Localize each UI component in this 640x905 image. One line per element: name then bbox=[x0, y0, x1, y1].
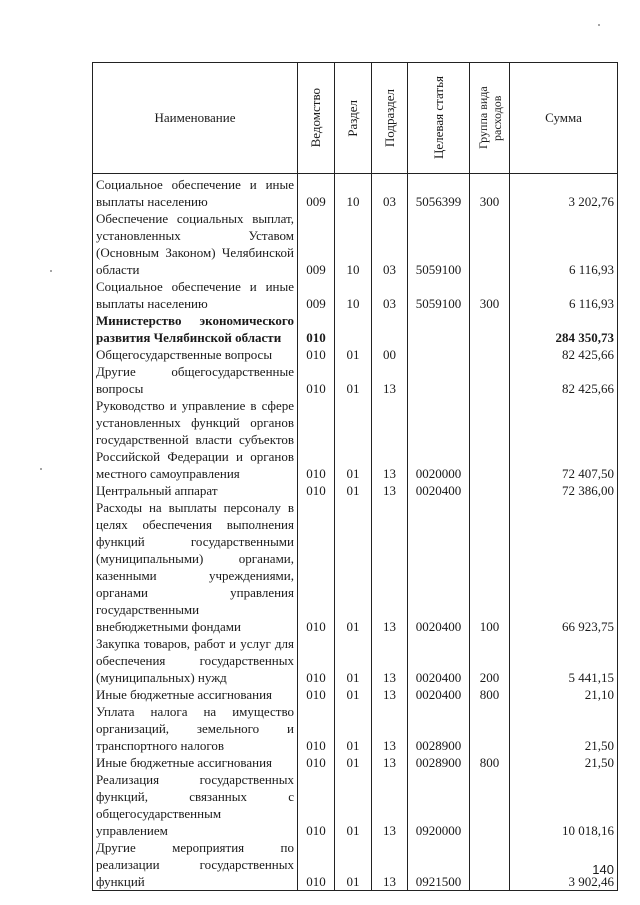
cell-expense-group bbox=[470, 482, 510, 499]
cell-name: Другие мероприятия по реализации государственных функций bbox=[93, 839, 298, 891]
cell-name: Уплата налога на имущество организаций, земельного и транспортного налогов bbox=[93, 703, 298, 754]
table-row bbox=[93, 754, 618, 771]
cell-target-article: 5056399 bbox=[408, 174, 470, 211]
cell-subsection: 13 bbox=[372, 703, 408, 754]
cell-expense-group bbox=[470, 703, 510, 754]
cell-section: 01 bbox=[335, 686, 372, 703]
cell-subsection: 13 bbox=[372, 771, 408, 839]
table-row bbox=[93, 312, 618, 346]
cell-section: 10 bbox=[335, 174, 372, 211]
cell-target-article: 5059100 bbox=[408, 278, 470, 312]
cell-name: Обеспечение социальных выплат, установленных Уставом (Основным Законом) Челябинской области bbox=[93, 210, 298, 278]
table-row bbox=[93, 397, 618, 482]
cell-amount: 82 425,66 bbox=[510, 346, 618, 363]
header-subsection bbox=[372, 63, 408, 174]
cell-name: Иные бюджетные ассигнования bbox=[93, 686, 298, 703]
cell-section: 01 bbox=[335, 839, 372, 891]
cell-expense-group bbox=[470, 839, 510, 891]
cell-target-article bbox=[408, 312, 470, 346]
table-row bbox=[93, 363, 618, 397]
cell-expense-group: 100 bbox=[470, 499, 510, 635]
cell-name: Иные бюджетные ассигнования bbox=[93, 754, 298, 771]
cell-name: Руководство и управление в сфере установленных функций органов государственной власти субъектов Российской Федерации и органов местного самоуправления bbox=[93, 397, 298, 482]
header-expense-group-label: Группа вида расходов bbox=[475, 86, 504, 150]
cell-section: 01 bbox=[335, 499, 372, 635]
cell-subsection: 03 bbox=[372, 278, 408, 312]
table-row bbox=[93, 703, 618, 754]
scan-speck bbox=[598, 24, 600, 26]
cell-department: 010 bbox=[298, 363, 335, 397]
cell-department: 010 bbox=[298, 397, 335, 482]
cell-department: 010 bbox=[298, 771, 335, 839]
header-section-label: Раздел bbox=[345, 99, 360, 137]
cell-target-article: 0921500 bbox=[408, 839, 470, 891]
header-amount bbox=[510, 63, 618, 174]
cell-subsection: 03 bbox=[372, 210, 408, 278]
cell-section bbox=[335, 312, 372, 346]
cell-section: 10 bbox=[335, 278, 372, 312]
budget-table bbox=[92, 62, 618, 891]
header-target-article-label: Целевая статья bbox=[430, 76, 446, 160]
cell-subsection: 13 bbox=[372, 686, 408, 703]
cell-amount: 72 386,00 bbox=[510, 482, 618, 499]
cell-expense-group: 800 bbox=[470, 754, 510, 771]
header-expense-group bbox=[470, 63, 510, 174]
cell-subsection: 13 bbox=[372, 754, 408, 771]
cell-target-article: 0020400 bbox=[408, 686, 470, 703]
table-row bbox=[93, 686, 618, 703]
table-body bbox=[93, 174, 618, 891]
cell-department: 010 bbox=[298, 346, 335, 363]
cell-target-article bbox=[408, 363, 470, 397]
table-row bbox=[93, 278, 618, 312]
header-section bbox=[335, 63, 372, 174]
cell-subsection: 00 bbox=[372, 346, 408, 363]
cell-section: 01 bbox=[335, 397, 372, 482]
cell-amount: 6 116,93 bbox=[510, 210, 618, 278]
cell-amount: 21,10 bbox=[510, 686, 618, 703]
cell-subsection: 13 bbox=[372, 363, 408, 397]
cell-department: 010 bbox=[298, 839, 335, 891]
cell-expense-group bbox=[470, 346, 510, 363]
cell-name: Закупка товаров, работ и услуг для обеспечения государственных (муниципальных) нужд bbox=[93, 635, 298, 686]
cell-amount: 3 202,76 bbox=[510, 174, 618, 211]
cell-expense-group bbox=[470, 312, 510, 346]
header-name bbox=[93, 63, 298, 174]
cell-department: 010 bbox=[298, 635, 335, 686]
cell-target-article: 0920000 bbox=[408, 771, 470, 839]
cell-section: 01 bbox=[335, 482, 372, 499]
header-department bbox=[298, 63, 335, 174]
cell-department: 010 bbox=[298, 312, 335, 346]
cell-amount: 284 350,73 bbox=[510, 312, 618, 346]
header-amount-label: Сумма bbox=[545, 110, 582, 125]
cell-expense-group: 300 bbox=[470, 174, 510, 211]
cell-expense-group: 300 bbox=[470, 278, 510, 312]
cell-expense-group bbox=[470, 771, 510, 839]
cell-subsection: 13 bbox=[372, 397, 408, 482]
cell-name: Другие общегосударственные вопросы bbox=[93, 363, 298, 397]
cell-department: 010 bbox=[298, 686, 335, 703]
cell-subsection: 03 bbox=[372, 174, 408, 211]
cell-amount: 21,50 bbox=[510, 754, 618, 771]
cell-section: 10 bbox=[335, 210, 372, 278]
cell-department: 009 bbox=[298, 210, 335, 278]
cell-department: 010 bbox=[298, 754, 335, 771]
table-row bbox=[93, 174, 618, 211]
table-row bbox=[93, 210, 618, 278]
cell-amount: 3 902,46 bbox=[510, 839, 618, 891]
cell-department: 009 bbox=[298, 278, 335, 312]
cell-subsection: 13 bbox=[372, 635, 408, 686]
cell-target-article: 0020400 bbox=[408, 635, 470, 686]
cell-target-article: 5059100 bbox=[408, 210, 470, 278]
cell-expense-group bbox=[470, 397, 510, 482]
cell-amount: 21,50 bbox=[510, 703, 618, 754]
table-row bbox=[93, 635, 618, 686]
table-row bbox=[93, 499, 618, 635]
cell-section: 01 bbox=[335, 754, 372, 771]
cell-department: 010 bbox=[298, 499, 335, 635]
header-target-article bbox=[408, 63, 470, 174]
cell-section: 01 bbox=[335, 635, 372, 686]
cell-department: 009 bbox=[298, 174, 335, 211]
cell-section: 01 bbox=[335, 363, 372, 397]
cell-expense-group: 800 bbox=[470, 686, 510, 703]
cell-amount: 6 116,93 bbox=[510, 278, 618, 312]
cell-target-article: 0020400 bbox=[408, 499, 470, 635]
scan-speck bbox=[40, 468, 42, 470]
cell-amount: 10 018,16 bbox=[510, 771, 618, 839]
cell-amount: 72 407,50 bbox=[510, 397, 618, 482]
cell-expense-group: 200 bbox=[470, 635, 510, 686]
cell-subsection bbox=[372, 312, 408, 346]
cell-section: 01 bbox=[335, 703, 372, 754]
cell-amount: 66 923,75 bbox=[510, 499, 618, 635]
cell-subsection: 13 bbox=[372, 482, 408, 499]
cell-amount: 82 425,66 bbox=[510, 363, 618, 397]
table-row bbox=[93, 482, 618, 499]
table-row bbox=[93, 839, 618, 891]
cell-name: Социальное обеспечение и иные выплаты населению bbox=[93, 174, 298, 211]
cell-subsection: 13 bbox=[372, 499, 408, 635]
cell-name: Социальное обеспечение и иные выплаты населению bbox=[93, 278, 298, 312]
cell-target-article: 0020400 bbox=[408, 482, 470, 499]
table-row bbox=[93, 346, 618, 363]
cell-name: Расходы на выплаты персоналу в целях обеспечения выполнения функций государственными (муниципальными) органами, казенными учреждениями, органами управления государственными внебюджетными фондами bbox=[93, 499, 298, 635]
cell-name: Министерство экономического развития Челябинской области bbox=[93, 312, 298, 346]
cell-target-article: 0028900 bbox=[408, 754, 470, 771]
cell-expense-group bbox=[470, 210, 510, 278]
cell-section: 01 bbox=[335, 346, 372, 363]
cell-name: Общегосударственные вопросы bbox=[93, 346, 298, 363]
cell-amount: 5 441,15 bbox=[510, 635, 618, 686]
cell-expense-group bbox=[470, 363, 510, 397]
cell-name: Центральный аппарат bbox=[93, 482, 298, 499]
cell-department: 010 bbox=[298, 482, 335, 499]
header-department-label: Ведомство bbox=[308, 88, 323, 148]
cell-name: Реализация государственных функций, связанных с общегосударственным управлением bbox=[93, 771, 298, 839]
scan-speck bbox=[50, 270, 52, 272]
cell-section: 01 bbox=[335, 771, 372, 839]
cell-target-article bbox=[408, 346, 470, 363]
cell-target-article: 0028900 bbox=[408, 703, 470, 754]
cell-department: 010 bbox=[298, 703, 335, 754]
cell-target-article: 0020000 bbox=[408, 397, 470, 482]
page-number: 140 bbox=[592, 862, 614, 877]
header-subsection-label: Подраздел bbox=[381, 88, 397, 148]
cell-subsection: 13 bbox=[372, 839, 408, 891]
table-header-row bbox=[93, 63, 618, 174]
header-name-label: Наименование bbox=[154, 110, 236, 125]
table-row bbox=[93, 771, 618, 839]
